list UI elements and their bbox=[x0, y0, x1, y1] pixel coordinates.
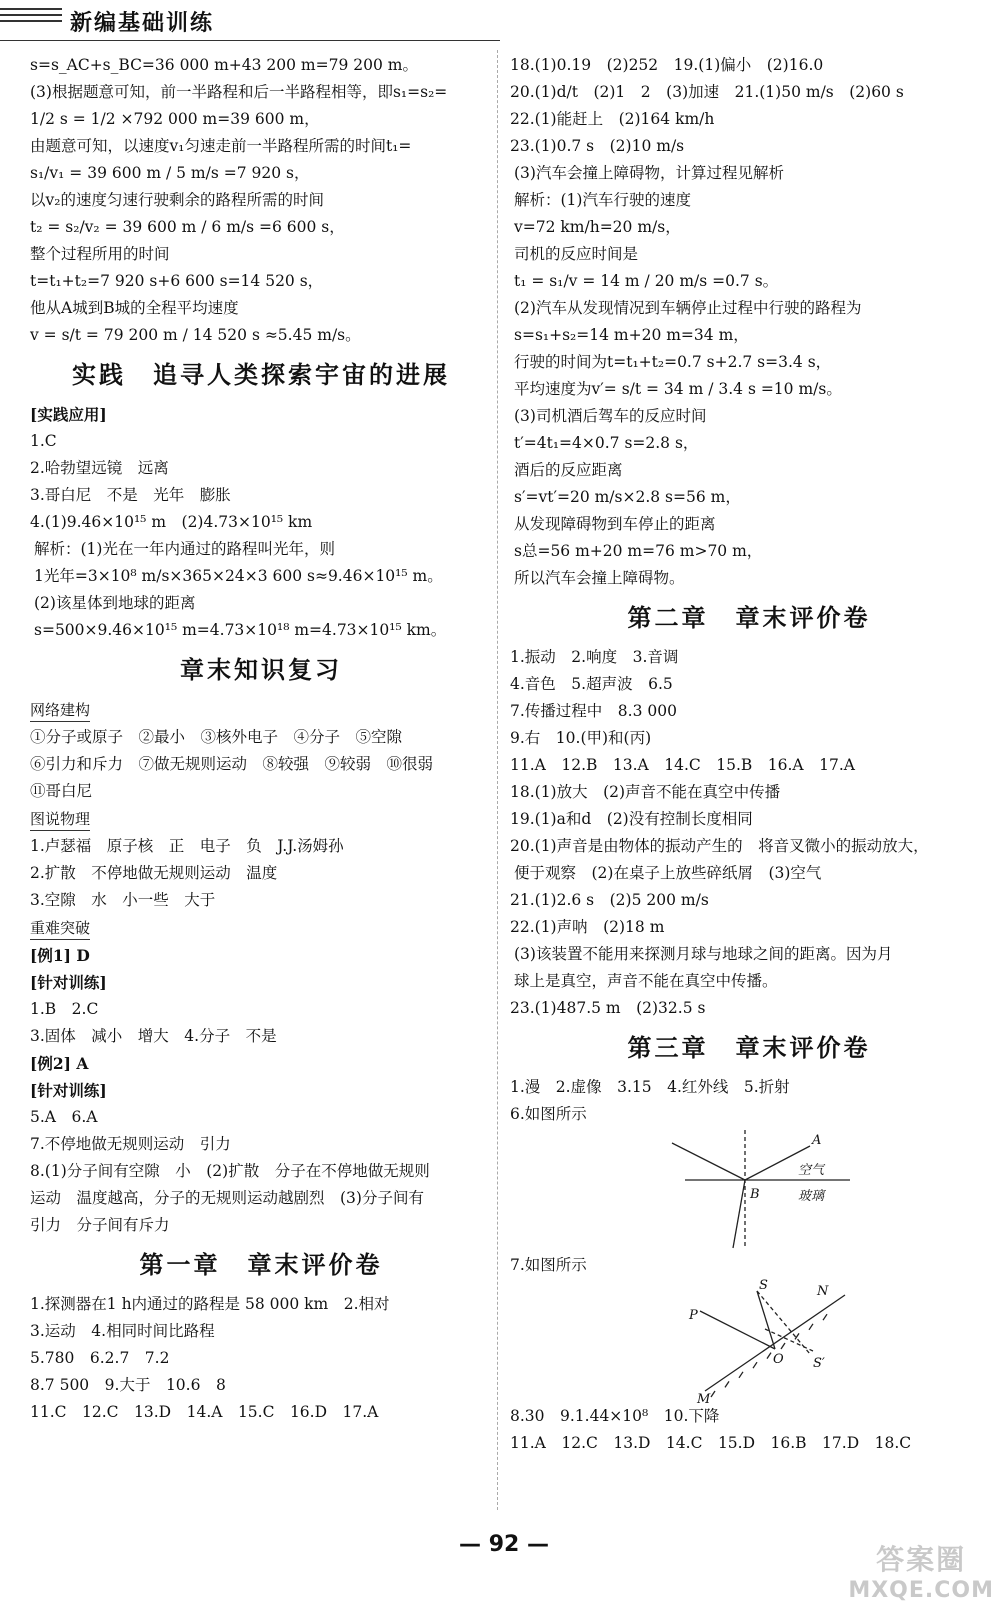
label-s: S bbox=[759, 1279, 768, 1293]
answer-line: (2)该星体到地球的距离 bbox=[34, 594, 196, 612]
mirror-figure bbox=[510, 1279, 988, 1403]
answer-line: 11.A 12.B 13.A 14.C 15.B 16.A 17.A bbox=[510, 756, 855, 774]
answer-line: 行驶的时间为t=t₁+t₂=0.7 s+2.7 s=3.4 s， bbox=[514, 353, 832, 371]
answer-line: 5.A 6.A bbox=[30, 1108, 98, 1126]
answer-line: v=72 km/h=20 m/s， bbox=[514, 218, 681, 236]
incident-ray bbox=[700, 1311, 775, 1349]
answer-line: 1/2 s = 1/2 ×792 000 m=39 600 m， bbox=[30, 110, 320, 128]
answer-line: 20.(1)d/t (2)1 2 (3)加速 21.(1)50 m/s (2)60 s bbox=[510, 83, 904, 101]
answer-line: 3.固体 减小 增大 4.分子 不是 bbox=[30, 1027, 277, 1045]
refraction-diagram bbox=[670, 1128, 870, 1252]
answer-line: 他从A城到B城的全程平均速度 bbox=[30, 299, 239, 317]
answer-line: 3.运动 4.相同时间比路程 bbox=[30, 1322, 215, 1340]
watermark-logo: 答案圈 MXQE.COM bbox=[848, 1543, 994, 1603]
answer-line: 7.传播过程中 8.3 000 bbox=[510, 702, 677, 720]
answer-line: 5.780 6.2.7 7.2 bbox=[30, 1349, 170, 1367]
mirror-hatch bbox=[823, 1314, 827, 1320]
answer-line: 8.30 9.1.44×10⁸ 10.下降 bbox=[510, 1407, 720, 1425]
header-decor-lines bbox=[0, 8, 62, 34]
subsection-label bbox=[30, 696, 492, 724]
answer-line: 由题意可知，以速度v₁匀速走前一半路程所需的时间t₁= bbox=[30, 137, 412, 155]
answer-line: 9.右 10.(甲)和(丙) bbox=[510, 729, 652, 747]
answer-line: 1.B 2.C bbox=[30, 1000, 99, 1018]
answer-line: 整个过程所用的时间 bbox=[30, 245, 170, 263]
column-divider bbox=[497, 50, 498, 1510]
answer-line: s总=56 m+20 m=76 m>70 m， bbox=[514, 542, 763, 560]
answer-line: 解析：(1)汽车行驶的速度 bbox=[514, 191, 691, 209]
label-a: A bbox=[812, 1133, 822, 1148]
answer-line: 酒后的反应距离 bbox=[514, 461, 623, 479]
page-number: — 92 — bbox=[459, 1532, 549, 1557]
answer-line: t₁ = s₁/v = 14 m / 20 m/s =0.7 s。 bbox=[514, 272, 779, 290]
answer-line: s=s_AC+s_BC=36 000 m+43 200 m=79 200 m。 bbox=[30, 56, 418, 74]
answer-line: 19.(1)a和d (2)没有控制长度相同 bbox=[510, 810, 753, 828]
answer-line: ⑥引力和斥力 ⑦做无规则运动 ⑧较强 ⑨较弱 ⑩很弱 bbox=[30, 755, 434, 773]
answer-line: 1.卢瑟福 原子核 正 电子 负 J.J.汤姆孙 bbox=[30, 837, 344, 855]
subsection-label bbox=[30, 805, 492, 833]
answer-line: 1.C bbox=[30, 432, 57, 450]
bracket-label: [针对训练] bbox=[30, 1081, 107, 1100]
answer-line: s=s₁+s₂=14 m+20 m=34 m， bbox=[514, 326, 749, 344]
answer-line: (3)司机酒后驾车的反应时间 bbox=[514, 407, 707, 425]
answer-line: v = s/t = 79 200 m / 14 520 s ≈5.45 m/s。 bbox=[30, 326, 361, 344]
mirror-hatch bbox=[753, 1362, 757, 1368]
label-b: B bbox=[750, 1187, 760, 1202]
mirror-hatch bbox=[781, 1343, 785, 1349]
answer-line: 3.空隙 水 小一些 大于 bbox=[30, 891, 216, 909]
subsection-label-text: 图说物理 bbox=[30, 808, 90, 831]
mirror-hatch bbox=[725, 1381, 729, 1387]
answer-line: 1光年=3×10⁸ m/s×365×24×3 600 s≈9.46×10¹⁵ m。 bbox=[34, 567, 443, 585]
answer-line: ①分子或原子 ②最小 ③核外电子 ④分子 ⑤空隙 bbox=[30, 728, 403, 746]
answer-line: 8.7 500 9.大于 10.6 8 bbox=[30, 1376, 226, 1394]
bracket-label: [例2] A bbox=[30, 1054, 89, 1073]
answer-line: 引力 分子间有斥力 bbox=[30, 1216, 170, 1234]
reflected-ray bbox=[757, 1291, 775, 1349]
section-heading: 第二章 章末评价卷 bbox=[627, 603, 871, 632]
answer-line: 司机的反应时间是 bbox=[514, 245, 639, 263]
answer-line: 运动 温度越高，分子的无规则运动越剧烈 (3)分子间有 bbox=[30, 1189, 424, 1207]
subsection-label bbox=[30, 914, 492, 942]
answer-line: 1.漫 2.虚像 3.15 4.红外线 5.折射 bbox=[510, 1078, 790, 1096]
label-p: P bbox=[689, 1308, 698, 1323]
answer-line: 1.探测器在1 h内通过的路程是 58 000 km 2.相对 bbox=[30, 1295, 390, 1313]
answer-line: 2.哈勃望远镜 远离 bbox=[30, 459, 169, 477]
answer-line: ⑪哥白尼 bbox=[30, 782, 93, 800]
answer-line: (3)根据题意可知，前一半路程和后一半路程相等，即s₁=s₂= bbox=[30, 83, 448, 101]
answer-line: 11.C 12.C 13.D 14.A 15.C 16.D 17.A bbox=[30, 1403, 379, 1421]
answer-line: 便于观察 (2)在桌子上放些碎纸屑 (3)空气 bbox=[514, 864, 822, 882]
answer-line: 1.振动 2.响度 3.音调 bbox=[510, 648, 679, 666]
answer-line: t′=4t₁=4×0.7 s=2.8 s， bbox=[514, 434, 699, 452]
answer-line: 以v₂的速度匀速行驶剩余的路程所需的时间 bbox=[30, 191, 324, 209]
answer-line: 球上是真空，声音不能在真空中传播。 bbox=[514, 972, 778, 990]
subsection-label-text: 重难突破 bbox=[30, 917, 90, 940]
answer-line: 11.A 12.C 13.D 14.C 15.D 16.B 17.D 18.C bbox=[510, 1434, 912, 1452]
left-column bbox=[30, 52, 492, 1426]
mirror-hatch bbox=[739, 1372, 743, 1378]
answer-line: 4.音色 5.超声波 6.5 bbox=[510, 675, 673, 693]
answer-line: (3)汽车会撞上障碍物，计算过程见解析 bbox=[514, 164, 784, 182]
answer-line: 解析：(1)光在一年内通过的路程叫光年，则 bbox=[34, 540, 335, 558]
mirror-hatch bbox=[809, 1324, 813, 1330]
refracted-ray bbox=[733, 1180, 745, 1248]
answer-line: 2.扩散 不停地做无规则运动 温度 bbox=[30, 864, 278, 882]
mirror-hatch bbox=[711, 1391, 715, 1397]
section-heading: 实践 追寻人类探索宇宙的进展 bbox=[72, 360, 450, 389]
answer-line: 23.(1)487.5 m (2)32.5 s bbox=[510, 999, 706, 1017]
page-header bbox=[0, 0, 1008, 48]
label-air: 空气 bbox=[798, 1163, 825, 1178]
answer-line: 从发现障碍物到车停止的距离 bbox=[514, 515, 716, 533]
answer-line: s₁/v₁ = 39 600 m / 5 m/s =7 920 s， bbox=[30, 164, 310, 182]
answer-line: t₂ = s₂/v₂ = 39 600 m / 6 m/s =6 600 s， bbox=[30, 218, 345, 236]
label-s-prime: S′ bbox=[813, 1356, 825, 1371]
bracket-label: [针对训练] bbox=[30, 973, 107, 992]
incident-ray bbox=[672, 1143, 745, 1180]
header-rule bbox=[0, 40, 500, 41]
answer-line: 22.(1)声呐 (2)18 m bbox=[510, 918, 665, 936]
answer-line: 所以汽车会撞上障碍物。 bbox=[514, 569, 685, 587]
mirror-line bbox=[705, 1295, 845, 1391]
answer-line: s=500×9.46×10¹⁵ m=4.73×10¹⁸ m=4.73×10¹⁵ km。 bbox=[34, 621, 447, 639]
bracket-label: [例1] D bbox=[30, 946, 90, 965]
answer-line: 22.(1)能赶上 (2)164 km/h bbox=[510, 110, 715, 128]
section-heading: 第三章 章末评价卷 bbox=[627, 1033, 871, 1062]
answer-line: 18.(1)0.19 (2)252 19.(1)偏小 (2)16.0 bbox=[510, 56, 824, 74]
mirror-diagram bbox=[685, 1279, 865, 1403]
label-o: O bbox=[773, 1352, 784, 1367]
mirror-hatch bbox=[767, 1353, 771, 1359]
label-m: M bbox=[697, 1392, 711, 1403]
answer-line: 18.(1)放大 (2)声音不能在真空中传播 bbox=[510, 783, 781, 801]
answer-line: 20.(1)声音是由物体的振动产生的 将音叉微小的振动放大， bbox=[510, 837, 929, 855]
answer-line: 平均速度为v′= s/t = 34 m / 3.4 s =10 m/s。 bbox=[514, 380, 842, 398]
label-glass: 玻璃 bbox=[798, 1189, 825, 1204]
answer-line: (2)汽车从发现情况到车辆停止过程中行驶的路程为 bbox=[514, 299, 862, 317]
answer-line: 8.(1)分子间有空隙 小 (2)扩散 分子在不停地做无规则 bbox=[30, 1162, 430, 1180]
answer-line: s′=vt′=20 m/s×2.8 s=56 m， bbox=[514, 488, 741, 506]
answer-line: 7.如图所示 bbox=[510, 1256, 587, 1274]
subsection-label-text: 网络建构 bbox=[30, 699, 90, 722]
answer-line: 21.(1)2.6 s (2)5 200 m/s bbox=[510, 891, 709, 909]
answer-line: (3)该装置不能用来探测月球与地球之间的距离。因为月 bbox=[514, 945, 893, 963]
answer-line: t=t₁+t₂=7 920 s+6 600 s=14 520 s， bbox=[30, 272, 324, 290]
section-heading: 章末知识复习 bbox=[180, 655, 342, 684]
refraction-figure bbox=[510, 1128, 988, 1252]
answer-line: 6.如图所示 bbox=[510, 1105, 587, 1123]
right-column bbox=[510, 52, 988, 1457]
answer-line: 3.哥白尼 不是 光年 膨胀 bbox=[30, 486, 231, 504]
bracket-label: [实践应用] bbox=[30, 405, 107, 424]
answer-line: 7.不停地做无规则运动 引力 bbox=[30, 1135, 231, 1153]
answer-line: 4.(1)9.46×10¹⁵ m (2)4.73×10¹⁵ km bbox=[30, 513, 313, 531]
section-heading: 第一章 章末评价卷 bbox=[139, 1250, 383, 1279]
answer-line: 23.(1)0.7 s (2)10 m/s bbox=[510, 137, 685, 155]
header-title: 新编基础训练 bbox=[70, 10, 215, 36]
label-n: N bbox=[817, 1284, 829, 1299]
